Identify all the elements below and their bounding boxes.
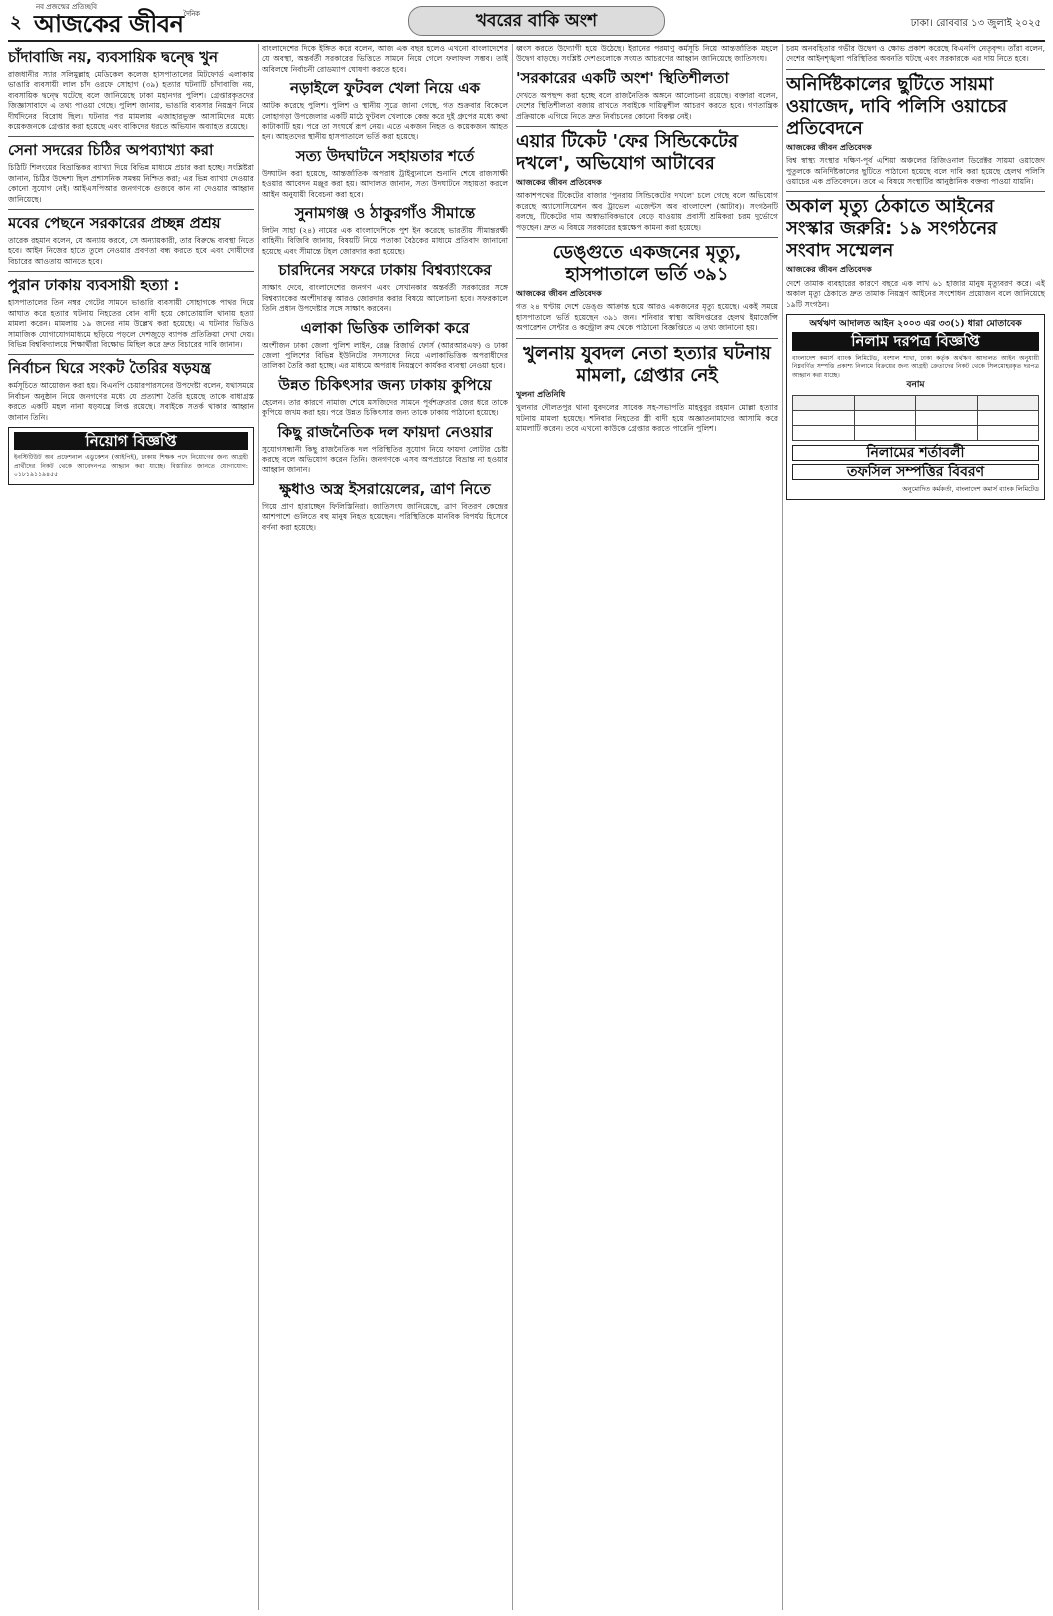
table-cell <box>854 395 916 410</box>
headline-air-ticket[interactable]: এয়ার টিকেট 'ফের সিন্ডিকেটের দখলে', অভিযোগ আটাবের <box>516 131 739 175</box>
auction-terms-title: নিলামের শর্তাবলী <box>792 445 1039 461</box>
divider <box>516 338 778 339</box>
table-cell <box>854 410 916 425</box>
headline-mob[interactable]: মবের পেছনে সরকারের প্রচ্ছন্ন প্রশ্রয় <box>8 214 221 233</box>
article-text: গিয়ে প্রাণ হারাচ্ছেন ফিলিস্তিনিরা। জাতিসংঘ জানিয়েছে, ত্রাণ বিতরণ কেন্দ্রের আশপাশে গুলিতে বহু মানুষ নিহত হয়েছেন। পরিস্থিতিকে মানবিক বিপর্যয় হিসেবে বর্ণনা করা হয়েছে। <box>262 501 508 532</box>
divider <box>516 237 778 238</box>
headline-extortion[interactable]: চাঁদাবাজি নয়, ব্যবসায়িক দ্বন্দ্বে খুন <box>8 48 218 66</box>
auction-text: বাংলাদেশ কমার্স ব্যাংক লিমিটেড, বংশাল শাখা, ঢাকা কর্তৃক অর্থঋণ আদালত আইন অনুযায়ী নিম্নবর্ণিত সম্পত্তি প্রকাশ্য নিলামে বিক্রয়ের জন্য আগ্রহী ক্রেতাদের নিকট থেকে সিলমোহরকৃত দরপত্র আহ্বান করা যাচ্ছে। <box>792 354 1039 379</box>
job-ad-title: নিয়োগ বিজ্ঞপ্তি <box>14 432 248 450</box>
column-4 <box>786 44 1045 1610</box>
auction-versus: বনাম <box>906 380 925 391</box>
headline-treatment[interactable]: উন্নত চিকিৎসার জন্য ঢাকায় কুপিয়ে <box>278 375 492 394</box>
auction-notice <box>786 314 1045 500</box>
article-text: তারেক রহমান বলেন, যে অন্যায় করবে, সে অন্যায়কারী, তার বিরুদ্ধে ব্যবস্থা নিতে হবে। আইন নিজের হাতে তুলে নেওয়ার প্রবণতা বন্ধ করতে হবে এবং দোষীদের বিচারের আওতায় আনতে হবে। <box>8 236 254 266</box>
auction-law-ref: অর্থঋণ আদালত আইন ২০০৩ এর ৩৩(১) ধারা মোতাবেক <box>809 319 1022 330</box>
masthead <box>8 3 1045 42</box>
column-3 <box>516 44 778 1610</box>
byline: আজকের জীবন প্রতিবেদক <box>786 142 872 152</box>
article-text: বাংলাদেশের দিকে ইঙ্গিত করে বলেন, আজ এক বছর হলেও এখনো বাংলাদেশের যে অবস্থা, অন্তর্বর্তী সরকারের ভিত্তিতে সামনে নিয়ে গেলে ফলাফল সম্ভব। তাই অবিলম্বে নির্বাচনী রোডম্যাপ ঘোষণা করতে হবে। <box>262 44 508 74</box>
article-text: উদ্ঘাটন করা হয়েছে, আন্তর্জাতিক অপরাধ ট্রাইব্যুনালে শুনানি শেষে রাজসাক্ষী হওয়ার আবেদন মঞ্জুর করা হয়। আদালত জানান, সত্য উদঘাটনে সহায়তা করলে আইন অনুযায়ী বিবেচনা করা হবে। <box>262 168 508 199</box>
headline-dengue[interactable]: ডেঙ্গুতে একজনের মৃত্যু, হাসপাতালে ভর্তি ৩৯১ <box>552 242 742 286</box>
column-1 <box>8 44 254 1610</box>
article-text: হেলেন। তার কারণে নামাজ শেষে মসজিদের সামনে পূর্বশত্রুতার জের ধরে তাকে কুপিয়ে জখম করা হয়। পরে উন্নত চিকিৎসার জন্য তাকে ঢাকায় পাঠানো হয়েছে। <box>262 397 508 418</box>
divider <box>516 126 778 127</box>
headline-truth[interactable]: সত্য উদঘাটনে সহায়তার শর্তে <box>295 146 475 165</box>
table-cell <box>854 425 916 440</box>
logo-tagline: নব প্রজন্মের প্রতিচ্ছবি <box>36 3 97 11</box>
article-text: বিশ্ব স্বাস্থ্য সংস্থার দক্ষিণ-পূর্ব এশিয়া অঞ্চলের রিজিওনাল ডিরেক্টর সায়মা ওয়াজেদ পুতুলকে অনির্দিষ্টকালের ছুটিতে পাঠানো হয়েছে বলে দাবি করা হয়েছে হেলথ পলিসি ওয়াচের এক প্রতিবেদনে। তবে এ বিষয়ে সংস্থাটির আনুষ্ঠানিক বক্তব্য পাওয়া যায়নি। <box>786 156 1045 187</box>
column-2 <box>262 44 508 1610</box>
article-text: চিঠিটি শিলংয়ের বিভ্রান্তিকর ব্যাখ্যা দিয়ে বিভিন্ন মাধ্যমে প্রচার করা হচ্ছে। সংশ্লিষ্টরা জানান, চিঠির উদ্দেশ্য ছিল প্রশাসনিক সমন্বয় নিশ্চিত করা; এর ভিন্ন ব্যাখ্যা দেওয়ার কোনো সুযোগ নেই। আইএসপিআর জনগণকে গুজবে কান না দেওয়ার আহ্বান জানিয়েছে। <box>8 163 254 204</box>
divider <box>8 354 254 355</box>
page-number: ২ <box>10 12 22 33</box>
auction-table <box>792 395 1039 441</box>
table-cell <box>977 410 1039 425</box>
article-text: লিটন সাহা (২৪) নামের এক বাংলাদেশিকে পুশ ইন করেছে ভারতীয় সীমান্তরক্ষী বাহিনী। বিজিবি জানায়, বিষয়টি নিয়ে পতাকা বৈঠকের মাধ্যমে প্রতিবাদ জানানো হয়েছে এবং সীমান্তে টহল জোরদার করা হয়েছে। <box>262 226 508 256</box>
divider <box>8 209 254 210</box>
table-cell <box>916 425 978 440</box>
article-text: সুযোগসন্ধানী কিছু রাজনৈতিক দল পরিস্থিতির সুযোগ নিয়ে ফায়দা লোটার চেষ্টা করছে বলে অভিযোগ করেন তিনি। জনগণকে এসব অপপ্রচারে বিভ্রান্ত না হওয়ার আহ্বান জানান। <box>262 444 508 475</box>
column-divider <box>258 44 259 1610</box>
headline-trader-murder[interactable]: পুরান ঢাকায় ব্যবসায়ী হত্যা : <box>8 276 180 295</box>
logo-sub: দৈনিক <box>183 10 200 18</box>
table-cell <box>977 395 1039 410</box>
newspaper-logo[interactable] <box>34 3 200 46</box>
divider <box>786 69 1045 70</box>
job-ad-text: ইনস্টিটিউট অব প্রফেশনাল এডুকেশন (আইপিই), ঢাকায় শিক্ষক পদে নিয়োগের জন্য আগ্রহী প্রার্থীদের নিকট থেকে আবেদনপত্র আহ্বান করা যাচ্ছে। বিস্তারিত জানতে যোগাযোগ: ০১৮১৯১১৯৪৫৫ <box>14 454 248 479</box>
auction-title: নিলাম দরপত্র বিজ্ঞপ্তি <box>792 332 1039 350</box>
headline-khulna-murder[interactable]: খুলনায় যুবদল নেতা হত্যার ঘটনায় মামলা, গ্রেপ্তার নেই <box>523 342 771 386</box>
article-text: আটক করেছে পুলিশ। পুলিশ ও স্থানীয় সূত্রে জানা গেছে, গত শুক্রবার বিকেলে লোহাগড়া উপজেলার একটি মাঠে ফুটবল খেলাকে কেন্দ্র করে দুই গ্রুপের মধ্যে কথা কাটাকাটি হয়। পরে তা সংঘর্ষে রূপ নেয়। এতে একজন নিহত ও কয়েকজন আহত হন। আহতদের স্থানীয় হাসপাতালে ভর্তি করা হয়েছে। <box>262 101 508 142</box>
byline: খুলনা প্রতিনিধি <box>516 389 566 399</box>
table-cell <box>916 410 978 425</box>
column-divider <box>512 44 513 1610</box>
article-text: ধ্বংস করতে উদ্যোগী হয়ে উঠেছে। ইরানের পরমাণু কর্মসূচি নিয়ে আন্তর্জাতিক মহলে উদ্বেগ বাড়ছে। সংশ্লিষ্ট দেশগুলোকে সংযত আচরণের আহ্বান জানিয়েছে জাতিসংঘ। <box>516 44 778 64</box>
dateline: ঢাকা। রোববার ১৩ জুলাই ২০২৫ <box>910 18 1041 29</box>
article-text: হাসপাতালের তিন নম্বর গেটের সামনে ভাঙারি ব্যবসায়ী সোহাগকে পাথর দিয়ে আঘাত করে হত্যার ঘটনায় নিহতের বোন বাদী হয়ে কোতোয়ালি থানায় হত্যা মামলা করেন। মামলায় ১৯ জনের নাম উল্লেখ করা হয়েছে। এ ঘটনার ভিডিও সামাজিক যোগাযোগমাধ্যমে ছড়িয়ে পড়লে দেশজুড়ে ব্যাপক প্রতিক্রিয়া দেখা দেয়। বিভিন্ন বিশ্ববিদ্যালয়ে শিক্ষার্থীরা বিক্ষোভ মিছিল করে দ্রুত বিচারের দাবি জানান। <box>8 298 254 349</box>
table-cell <box>977 425 1039 440</box>
table-cell <box>793 410 855 425</box>
job-ad <box>8 427 254 485</box>
byline: আজকের জীবন প্রতিবেদক <box>516 289 602 299</box>
column-divider <box>782 44 783 1610</box>
table-cell <box>793 395 855 410</box>
article-text: দেশে তামাক ব্যবহারের কারণে বছরে এক লাখ ৬১ হাজার মানুষ মৃত্যুবরণ করে। এই অকাল মৃত্যু ঠেকাতে দ্রুত তামাক নিয়ন্ত্রণ আইনের সংশোধন প্রয়োজন বলে জানিয়েছে ১৯টি সংগঠন। <box>786 278 1045 309</box>
article-text: অংশীজন ঢাকা জেলা পুলিশ লাইন, রেঞ্জ রিজার্ভ ফোর্স (আরআরএফ) ও ঢাকা জেলা পুলিশের বিভিন্ন ইউনিটের সদস্যদের নিয়ে এলাকাভিত্তিক অপরাধীদের তালিকা তৈরি করা হচ্ছে। এর মাধ্যমে অপরাধ নিয়ন্ত্রণে কার্যকর ব্যবস্থা নেওয়া হবে। <box>262 340 508 371</box>
byline: আজকের জীবন প্রতিবেদক <box>516 178 602 188</box>
headline-israel-hunger[interactable]: ক্ষুধাও অস্ত্র ইসরায়েলের, ত্রাণ নিতে <box>279 479 491 498</box>
table-cell <box>916 395 978 410</box>
section-title: খবরের বাকি অংশ <box>408 6 665 36</box>
divider <box>8 271 254 272</box>
article-text: কর্মসূচিতে আয়োজন করা হয়। বিএনপি চেয়ারপারসনের উপদেষ্টা বলেন, যথাসময়ে নির্বাচন অনুষ্ঠান নিয়ে জনগণের মধ্যে যে প্রত্যাশা তৈরি হয়েছে তাকে বাধাগ্রস্ত করতে একটি মহল নানা ষড়যন্ত্রে লিপ্ত রয়েছে। সবাইকে সতর্ক থাকার আহ্বান জানান তিনি। <box>8 381 254 422</box>
article-text: সাক্ষাৎ দেবে, বাংলাদেশের জনগণ এবং সেখানকার অন্তর্বর্তী সরকারের সঙ্গে বিশ্বব্যাংকের অংশীদারত্ব আরও জোরদার করার বিষয়ে আলোচনা হবে। সফরকালে তিনি প্রধান উপদেষ্টার সঙ্গে সাক্ষাৎ করবেন। <box>262 283 508 314</box>
headline-election[interactable]: নির্বাচন ঘিরে সংকট তৈরির ষড়যন্ত্র <box>8 359 211 378</box>
article-text: আকাশপথের টিকেটের বাজার 'পুনরায় সিন্ডিকেটের দখলে' চলে গেছে বলে অভিযোগ করেছে অ্যাসোসিয়েশন অব ট্রাভেল এজেন্টস অব বাংলাদেশ (আটাব)। সংগঠনটি বলছে, টিকেটের দাম অস্বাভাবিকভাবে বেড়ে যাওয়ায় প্রবাসী শ্রমিকরা চরম দুর্ভোগে পড়ছেন। দ্রুত এ বিষয়ে সরকারের হস্তক্ষেপ কামনা করা হয়েছে। <box>516 191 778 232</box>
divider <box>786 191 1045 192</box>
article-text: রাজধানীর স্যার সলিমুল্লাহ মেডিকেল কলেজ হাসপাতালের মিটফোর্ড এলাকায় ভাঙারি ব্যবসায়ী লাল চাঁদ ওরফে সোহাগ (৩৯) হত্যার ঘটনাটি চাঁদাবাজি নয়, ব্যবসায়িক দ্বন্দ্বে ঘটেছে বলে জানিয়েছে ঢাকা মহানগর পুলিশ। গ্রেপ্তারকৃতদের জিজ্ঞাসাবাদে এ তথ্য পাওয়া গেছে। পুলিশ জানায়, ভাঙারি ব্যবসার নিয়ন্ত্রণ নিয়ে দীর্ঘদিনের বিরোধ ছিল। ঘটনার পর মামলায় এজাহারভুক্ত আসামিদের মধ্যে কয়েকজনকে গ্রেপ্তার করা হয়েছে এবং বাকিদের ধরতে অভিযান অব্যাহত রয়েছে। <box>8 70 254 132</box>
headline-army-letter[interactable]: সেনা সদরের চিঠির অপব্যাখ্যা করা <box>8 141 214 160</box>
article-text: গত ২৪ ঘণ্টায় দেশে ডেঙ্গু আক্রান্ত হয়ে আরও একজনের মৃত্যু হয়েছে। একই সময়ে হাসপাতালে ভর্তি হয়েছেন ৩৯১ জন। শনিবার স্বাস্থ্য অধিদপ্তরের হেলথ ইমার্জেন্সি অপারেশন সেন্টার ও কন্ট্রোল রুম থেকে পাঠানো বিজ্ঞপ্তিতে এ তথ্য জানানো হয়। <box>516 302 778 333</box>
headline-stability[interactable]: 'সরকারের একটি অংশ' স্থিতিশীলতা <box>516 68 729 87</box>
headline-saima-wazed[interactable]: অনির্দিষ্টকালের ছুটিতে সায়মা ওয়াজেদ, দাবি পলিসি ওয়াচের প্রতিবেদনে <box>786 73 1008 139</box>
headline-football[interactable]: নড়াইলে ফুটবল খেলা নিয়ে এক <box>289 79 481 98</box>
article-text: চরম অনবহিতার গভীর উদ্বেগ ও ক্ষোভ প্রকাশ করেছে বিএনপি নেতৃবৃন্দ। তাঁরা বলেন, দেশের আইনশৃঙ্খলা পরিস্থিতির অবনতি ঘটছে এবং সরকারকে এর দায় নিতে হবে। <box>786 44 1045 64</box>
headline-border[interactable]: সুনামগঞ্জ ও ঠাকুরগাঁও সীমান্তে <box>294 204 476 223</box>
headline-tobacco-law[interactable]: অকাল মৃত্যু ঠেকাতে আইনের সংস্কার জরুরি: ১৯ সংগঠনের সংবাদ সম্মেলন <box>786 196 997 262</box>
article-text: দেখতে অপছন্দ করা হচ্ছে বলে রাজনৈতিক অঙ্গনে আলোচনা রয়েছে। বক্তারা বলেন, দেশের স্থিতিশীলতা বজায় রাখতে সবাইকে দায়িত্বশীল আচরণ করতে হবে। গণতান্ত্রিক প্রক্রিয়াকে এগিয়ে নিতে দ্রুত নির্বাচনের কোনো বিকল্প নেই। <box>516 90 778 121</box>
logo-text: আজকের জীবন <box>34 10 184 38</box>
article-text: খুলনার দৌলতপুর থানা যুবদলের সাবেক সহ-সভাপতি মাহবুবুর রহমান মোল্লা হত্যার ঘটনায় মামলা হয়েছে। শনিবার নিহতের স্ত্রী বাদী হয়ে অজ্ঞাতনামাদের আসামি করে মামলাটি করেন। তবে এখনো কাউকে গ্রেপ্তার করতে পারেনি পুলিশ। <box>516 403 778 433</box>
byline: আজকের জীবন প্রতিবেদক <box>786 265 872 275</box>
table-cell <box>793 425 855 440</box>
headline-worldbank[interactable]: চারদিনের সফরে ঢাকায় বিশ্বব্যাংকের <box>278 261 492 280</box>
divider <box>8 136 254 137</box>
auction-schedule-title: তফসিল সম্পত্তির বিবরণ <box>792 464 1039 480</box>
headline-political-parties[interactable]: কিছু রাজনৈতিক দল ফায়দা নেওয়ার <box>277 422 493 441</box>
auction-signature: অনুমোদিত কর্মকর্তা, বাংলাদেশ কমার্স ব্যাংক লিমিটেড <box>902 485 1039 494</box>
headline-area-list[interactable]: এলাকা ভিত্তিক তালিকা করে <box>300 318 470 337</box>
